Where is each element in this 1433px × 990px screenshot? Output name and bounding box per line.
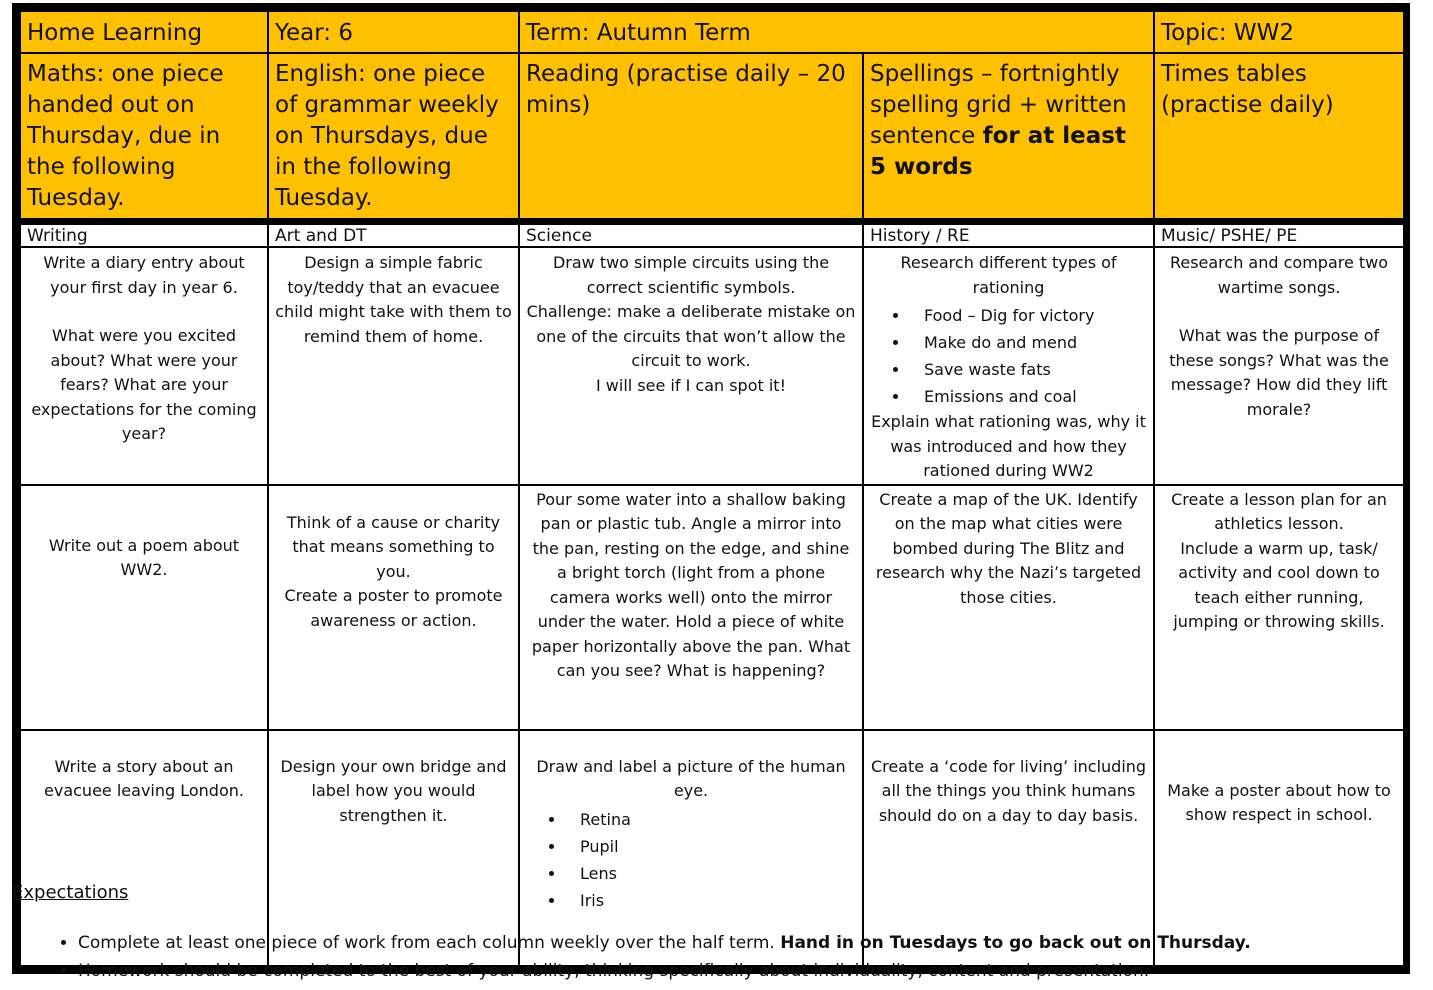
science-text-2: Pour some water into a shallow baking pan or plastic tub. Angle a mirror into the pan, resting on the edge, and shine a bright torch (light from a phone camera works well) onto the mirror under the water. Hold a piece of white paper horizontally above the pan. What can you see? What is happening? bbox=[531, 489, 851, 680]
music-text-2b: Include a warm up, task/ activity and cool down to teach either running, jumping or throwing skills. bbox=[1173, 538, 1385, 631]
list-item: • Iris bbox=[566, 887, 856, 914]
task-row-2 bbox=[20, 485, 1404, 730]
writing-text-1a: Write a diary entry about your first day in year 6. bbox=[43, 253, 245, 297]
column-header-writing: Writing bbox=[20, 222, 268, 248]
science-text-1a: Draw two simple circuits using the correct scientific symbols. bbox=[552, 253, 830, 297]
list-item bbox=[78, 929, 1410, 957]
expectation-text-2: Homework should be completed to the best of your ability, thinking specifically about individuality, content and presentation. bbox=[78, 961, 1150, 981]
header-row bbox=[20, 11, 1404, 53]
maths-task: Maths: one piece handed out on Thursday, due in the following Tuesday. bbox=[20, 53, 268, 222]
art-cell-1 bbox=[268, 247, 519, 485]
music-cell-2 bbox=[1154, 485, 1404, 730]
writing-text-2: Write out a poem about WW2. bbox=[48, 535, 240, 579]
writing-text-1b: What were you excited about? What were your fears? What are your expectations for the coming year? bbox=[31, 326, 257, 443]
list-item: • Lens bbox=[566, 860, 856, 887]
column-header-music: Music/ PSHE/ PE bbox=[1154, 222, 1404, 248]
history-cell-2 bbox=[863, 485, 1154, 730]
history-intro-1: Research different types of rationing bbox=[900, 253, 1117, 297]
list-item: • Emissions and coal bbox=[910, 383, 1147, 410]
expectations-list bbox=[12, 929, 1410, 985]
science-cell-1 bbox=[519, 247, 863, 485]
science-cell-2 bbox=[519, 485, 863, 730]
art-text-2a: Think of a cause or charity that means something to you. bbox=[286, 512, 501, 581]
history-text-3: Create a ‘code for living’ including all the things you think humans should do on a day to day basis. bbox=[870, 756, 1147, 825]
art-text-1: Design a simple fabric toy/teddy that an evacuee child might take with them to remind them of home. bbox=[275, 253, 512, 346]
list-item bbox=[78, 957, 1410, 985]
writing-cell-1 bbox=[20, 247, 268, 485]
writing-cell-2 bbox=[20, 485, 268, 730]
writing-text-3: Write a story about an evacuee leaving London. bbox=[44, 756, 244, 800]
term-cell: Term: Autumn Term bbox=[519, 11, 1154, 53]
column-header-science: Science bbox=[519, 222, 863, 248]
english-task: English: one piece of grammar weekly on Thursdays, due in the following Tuesday. bbox=[268, 53, 519, 222]
history-cell-1 bbox=[863, 247, 1154, 485]
music-text-1a: Research and compare two wartime songs. bbox=[1169, 253, 1389, 297]
expectations-heading: Expectations bbox=[12, 882, 129, 903]
expectation-emphasis-1: Hand in on Tuesdays to go back out on Thursday. bbox=[780, 933, 1251, 953]
list-item: • Make do and mend bbox=[910, 329, 1147, 356]
rationing-list bbox=[870, 302, 1147, 410]
history-outro-1: Explain what rationing was, why it was introduced and how they rationed during WW2 bbox=[871, 412, 1146, 480]
column-header-art: Art and DT bbox=[268, 222, 519, 248]
science-text-1b: Challenge: make a deliberate mistake on one of the circuits that won’t allow the circuit to work. bbox=[526, 302, 856, 370]
list-item: • Food – Dig for victory bbox=[910, 302, 1147, 329]
spellings-task bbox=[863, 53, 1154, 222]
list-item: • Retina bbox=[566, 806, 856, 833]
expectations-section bbox=[12, 882, 1410, 985]
science-intro-3: Draw and label a picture of the human eye. bbox=[536, 756, 846, 800]
task-row-1 bbox=[20, 247, 1404, 485]
art-text-3: Design your own bridge and label how you would strengthen it. bbox=[280, 756, 507, 825]
title-cell: Home Learning bbox=[20, 11, 268, 53]
times-tables-task: Times tables (practise daily) bbox=[1154, 53, 1404, 222]
science-text-1c: I will see if I can spot it! bbox=[596, 375, 786, 395]
art-text-2b: Create a poster to promote awareness or action. bbox=[284, 586, 503, 630]
music-text-3: Make a poster about how to show respect in school. bbox=[1167, 780, 1391, 824]
music-cell-1 bbox=[1154, 247, 1404, 485]
home-learning-table bbox=[19, 10, 1405, 967]
subject-header-row bbox=[20, 222, 1404, 248]
art-cell-2 bbox=[268, 485, 519, 730]
list-item: • Pupil bbox=[566, 833, 856, 860]
spellings-emphasis: for at least 5 words bbox=[870, 123, 1126, 180]
music-text-2a: Create a lesson plan for an athletics lesson. bbox=[1171, 489, 1387, 533]
reading-task: Reading (practise daily – 20 mins) bbox=[519, 53, 863, 222]
weekly-tasks-row bbox=[20, 53, 1404, 222]
homework-grid bbox=[12, 3, 1410, 974]
expectation-text-1: Complete at least one piece of work from each column weekly over the half term. bbox=[78, 933, 781, 953]
spellings-text: Spellings – fortnightly spelling grid + written sentence bbox=[870, 61, 1127, 149]
topic-cell: Topic: WW2 bbox=[1154, 11, 1404, 53]
music-text-1b: What was the purpose of these songs? What was the message? How did they lift morale? bbox=[1169, 326, 1389, 419]
column-header-history: History / RE bbox=[863, 222, 1154, 248]
list-item: • Save waste fats bbox=[910, 356, 1147, 383]
year-cell: Year: 6 bbox=[268, 11, 519, 53]
history-text-2: Create a map of the UK. Identify on the map what cities were bombed during The Blitz and research why the Nazi’s targeted those cities. bbox=[875, 489, 1142, 607]
